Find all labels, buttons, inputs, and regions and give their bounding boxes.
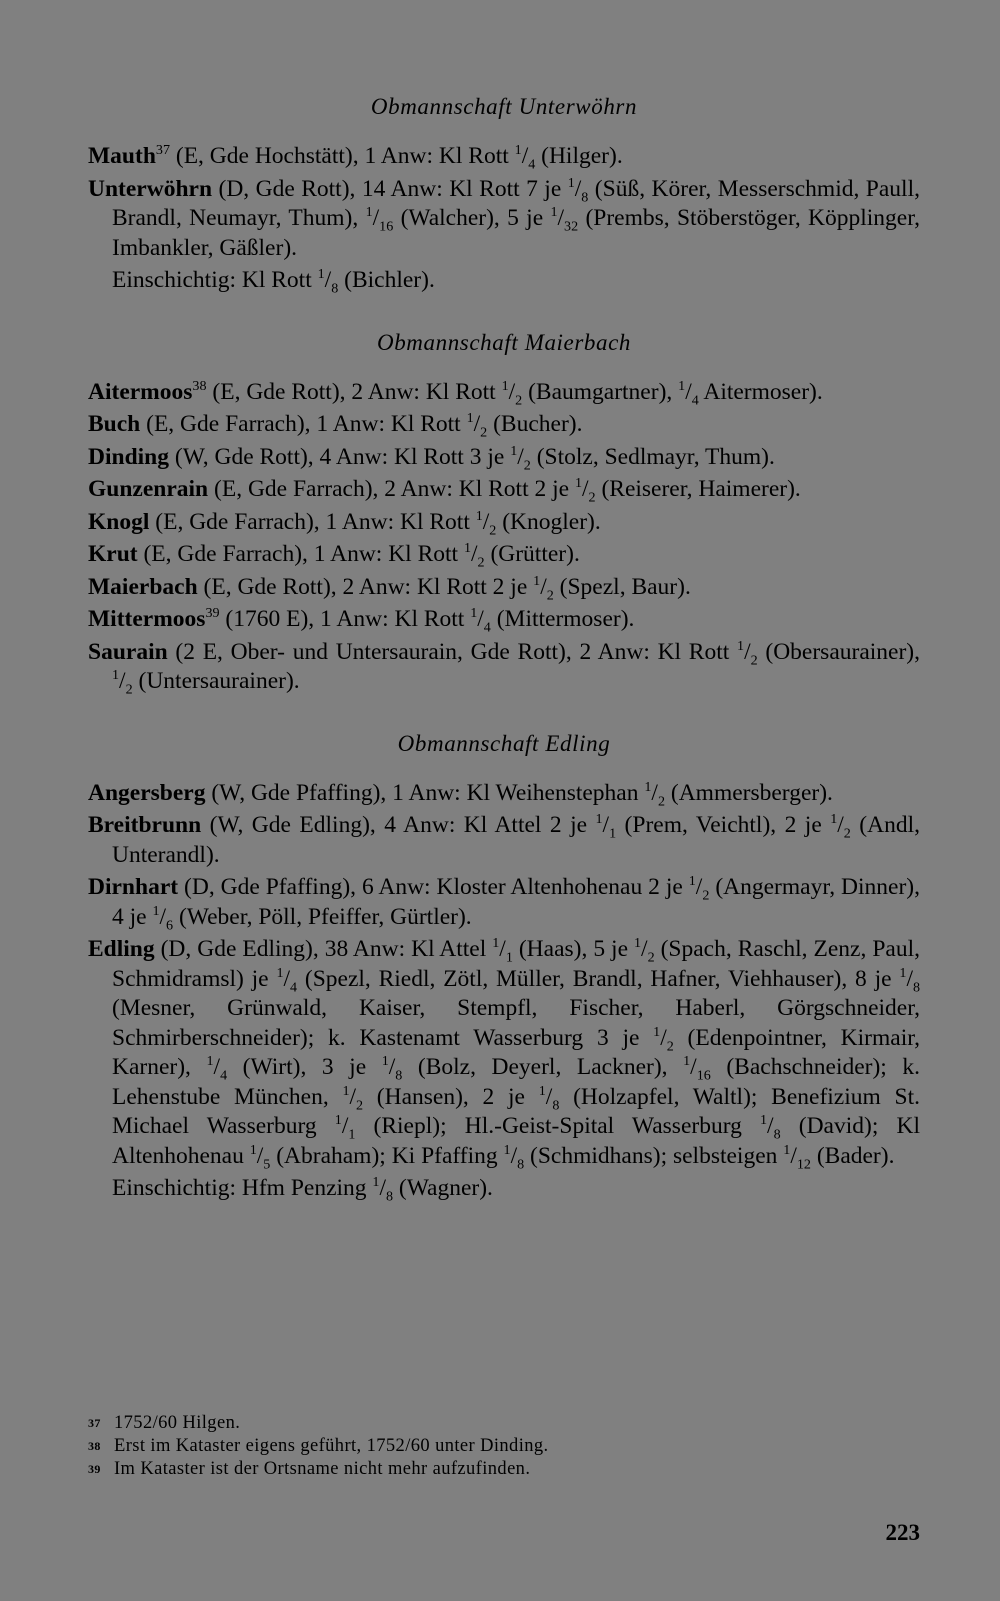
fraction-numerator: 1 — [550, 204, 558, 221]
fraction-numerator: 1 — [567, 174, 575, 191]
entry-text: (1760 E), 1 Anw: Kl Rott — [219, 606, 471, 632]
footnote-text: Im Kataster ist der Ortsname nicht mehr aufzufinden. — [114, 1459, 531, 1479]
entry-text: (Holzapfel, Waltl); Benefizium St. Michael Wasserburg — [112, 1083, 921, 1139]
place-name: Breitbrunn — [88, 812, 202, 838]
entry-text: (Schmidhans); selbsteigen — [524, 1142, 784, 1169]
entry-text: (Mittermoser). — [490, 606, 635, 632]
fraction-denominator: 4 — [691, 392, 699, 409]
place-entry-gunzenrain: Gunzenrain (E, Gde Farrach), 2 Anw: Kl Rott 2 je $^1/_2$ (Reiserer, Haimerer). — [88, 475, 801, 506]
place-name: Saurain — [88, 638, 168, 665]
fraction-denominator: 4 — [290, 979, 298, 996]
fraction-numerator: 1 — [688, 873, 696, 890]
fraction-numerator: 1 — [501, 377, 509, 394]
fraction-numerator: 1 — [574, 475, 582, 492]
entry-text: (Wirt), 3 je — [227, 1054, 382, 1080]
entry-text: (Spach, Raschl, Zenz, Paul, Schmidramsl) je — [112, 936, 920, 992]
fraction-numerator: 1 — [737, 637, 745, 654]
footnote-mark: 37 — [88, 1416, 101, 1430]
place-name: Mittermoos — [88, 606, 206, 632]
fraction-denominator: 1 — [348, 1126, 356, 1143]
fraction-numerator: 1 — [653, 1023, 661, 1040]
fraction-numerator: 1 — [510, 442, 518, 459]
entry-text: (Bolz, Deyerl, Lackner), — [402, 1054, 684, 1080]
fraction-numerator: 1 — [503, 1141, 511, 1158]
einschichtig-note: Einschichtig: Hfm Penzing $^1/_8$ (Wagner). — [112, 1174, 493, 1205]
place-entry-angersberg: Angersberg (W, Gde Pfaffing), 1 Anw: Kl Weihenstephan $^1/_2$ (Ammersberger). — [88, 778, 833, 810]
entry-text: (Angermayr, Dinner), 4 je — [112, 874, 920, 930]
entry-text: (Haas), 5 je — [512, 936, 634, 962]
fraction-denominator: 8 — [395, 1067, 403, 1084]
footnote — [88, 1435, 920, 1458]
entry-text: (Weber, Pöll, Pfeiffer, Gürtler). — [173, 903, 472, 930]
place-entry-krut: Krut (E, Gde Farrach), 1 Anw: Kl Rott $^1/_2$ (Grütter). — [88, 540, 580, 571]
entry-text: (Grütter). — [484, 541, 580, 567]
fraction-numerator: 1 — [678, 377, 686, 394]
fraction-numerator: 1 — [466, 410, 474, 427]
fraction-numerator: 1 — [783, 1141, 791, 1158]
fraction-numerator: 1 — [644, 778, 652, 795]
entry-text: (Süß, Körer, Messerschmid, Paull, Brandl, Neumayr, Thum), — [112, 175, 920, 231]
fraction-denominator: 2 — [750, 652, 758, 669]
footnote-mark: 38 — [88, 1439, 101, 1453]
entry-text: (Edenpointner, Kirmair, Karner), — [112, 1024, 920, 1080]
footnote-ref: 37 — [155, 142, 170, 159]
fraction-numerator: 1 — [533, 572, 541, 589]
fraction-denominator: 8 — [517, 1156, 525, 1173]
page-number: 223 — [885, 1520, 920, 1545]
place-entry-knogl: Knogl (E, Gde Farrach), 1 Anw: Kl Rott $^1/_2$ (Knogler). — [88, 507, 601, 539]
section-title: Obmannschaft Maierbach — [376, 329, 632, 355]
fraction-denominator: 4 — [483, 619, 491, 636]
place-entry-aitermoos: Aitermoos$^{38}$ (E, Gde Rott), 2 Anw: Kl Rott $^1/_2$ (Baumgartner), $^1/_4$ Aitermoser). — [88, 377, 823, 409]
entry-text: (W, Gde Rott), 4 Anw: Kl Rott 3 je — [169, 443, 511, 470]
fraction-denominator: 2 — [125, 681, 133, 698]
fraction-denominator: 8 — [912, 979, 921, 996]
fraction-denominator: 2 — [588, 489, 596, 506]
entry-text: (Hilger). — [535, 143, 623, 169]
place-name: Buch — [88, 411, 141, 437]
entry-text: (Abraham); Ki Pfaffing — [270, 1142, 504, 1169]
entry-text: (Prem, Veichtl), 2 je — [616, 812, 831, 838]
fraction-numerator: 1 — [538, 1082, 546, 1099]
fraction-denominator: 5 — [263, 1156, 271, 1173]
fraction-denominator: 16 — [379, 218, 394, 235]
fraction-numerator: 1 — [334, 1112, 342, 1129]
fraction-numerator: 1 — [899, 964, 907, 981]
fraction-denominator: 2 — [477, 554, 485, 571]
place-name: Dinding — [88, 443, 169, 470]
fraction-numerator: 1 — [152, 902, 160, 919]
entry-text: (E, Gde Farrach), 1 Anw: Kl Rott — [149, 508, 476, 535]
entry-text: (W, Gde Pfaffing), 1 Anw: Kl Weihenstephan — [205, 779, 645, 806]
fraction-numerator: 1 — [634, 935, 642, 952]
entry-text: (Spezl, Riedl, Zötl, Müller, Brandl, Hafner, Viehhauser), 8 je — [297, 965, 900, 992]
fraction-denominator: 2 — [666, 1038, 674, 1055]
place-name: Dirnhart — [88, 874, 179, 900]
entry-text: (D, Gde Edling), 38 Anw: Kl Attel — [154, 936, 493, 962]
fraction-denominator: 2 — [657, 793, 665, 810]
fraction-denominator: 2 — [702, 887, 710, 904]
footnote — [88, 1458, 920, 1481]
fraction-numerator: 1 — [514, 142, 522, 159]
entry-text: (Prembs, Stöberstöger, Köpplinger, Imbankler, Gäßler). — [112, 205, 920, 261]
fraction-numerator: 1 — [381, 1053, 389, 1070]
fraction-numerator: 1 — [595, 811, 603, 828]
entry-text: (E, Gde Farrach), 2 Anw: Kl Rott 2 je — [208, 476, 575, 502]
footnote-ref: 39 — [205, 605, 220, 622]
entry-text: (David); Kl Altenhohenau — [112, 1113, 920, 1169]
entry-text: (Riepl); Hl.-Geist-Spital Wasserburg — [355, 1113, 760, 1139]
fraction-denominator: 2 — [546, 587, 554, 604]
entry-text: (Hansen), 2 je — [363, 1083, 539, 1110]
place-entry-saurain: Saurain (2 E, Ober- und Untersaurain, Gde Rott), 2 Anw: Kl Rott $^1/_2$ (Obersaurainer), $^1/_2$ (Untersaurainer). — [88, 637, 921, 698]
place-name: Unterwöhrn — [88, 175, 213, 202]
einschichtig-note: Einschichtig: Kl Rott $^1/_8$ (Bichler). — [112, 266, 435, 297]
fraction-numerator: 1 — [475, 507, 483, 524]
section-title: Obmannschaft Unterwöhrn — [370, 94, 638, 119]
entry-text: (Knogler). — [496, 508, 601, 535]
entry-text: (D, Gde Pfaffing), 6 Anw: Kloster Altenhohenau 2 je — [178, 874, 689, 900]
fraction-denominator: 2 — [523, 457, 531, 474]
entry-text: (Bachschneider); k. Lehenstube München, — [112, 1054, 921, 1110]
entry-text: (2 E, Ober- und Untersaurain, Gde Rott), 2 Anw: Kl Rott — [167, 638, 738, 665]
entry-text: (E, Gde Hochstätt), 1 Anw: Kl Rott — [170, 143, 515, 169]
fraction-denominator: 1 — [609, 825, 617, 842]
entry-text: (Bichler). — [338, 267, 435, 293]
footnote-text: 1752/60 Hilgen. — [114, 1413, 241, 1433]
fraction-denominator: 4 — [528, 156, 536, 173]
fraction-numerator: 1 — [759, 1112, 768, 1129]
fraction-denominator: 8 — [581, 189, 589, 206]
entry-text: (Andl, Unterandl). — [112, 812, 920, 868]
entry-text: (Mesner, Grünwald, Kaiser, Stempfl, Fischer, Haberl, Görgschneider, Schmirberschneider); k. Kastenamt Wasserburg 3 je — [112, 995, 920, 1051]
fraction-numerator: 1 — [470, 605, 478, 622]
fraction-denominator: 2 — [647, 949, 655, 966]
place-entry-dinding: Dinding (W, Gde Rott), 4 Anw: Kl Rott 3 je $^1/_2$ (Stolz, Sedlmayr, Thum). — [88, 442, 775, 474]
entry-text: (Reiserer, Haimerer). — [595, 476, 801, 502]
fraction-numerator: 1 — [112, 667, 120, 684]
fraction-denominator: 32 — [564, 218, 579, 235]
entry-text: (Spezl, Baur). — [553, 573, 691, 600]
footnote-ref: 38 — [192, 377, 207, 394]
place-entry-mauth: Mauth$^{37}$ (E, Gde Hochstätt), 1 Anw: Kl Rott $^1/_4$ (Hilger). — [88, 142, 623, 173]
fraction-numerator: 1 — [317, 266, 325, 283]
fraction-denominator: 8 — [331, 280, 339, 297]
entry-text: (E, Gde Rott), 2 Anw: Kl Rott — [206, 378, 502, 405]
place-entry-buch: Buch (E, Gde Farrach), 1 Anw: Kl Rott $^1/_2$ (Bucher). — [88, 410, 583, 441]
place-name: Gunzenrain — [88, 476, 209, 502]
fraction-numerator: 1 — [342, 1082, 350, 1099]
place-name: Aitermoos — [88, 378, 193, 405]
fraction-numerator: 1 — [492, 935, 500, 952]
entry-text: (Bucher). — [487, 411, 583, 437]
place-entry-edling: Edling (D, Gde Edling), 38 Anw: Kl Attel $^1/_1$ (Haas), 5 je $^1/_2$ (Spach, Raschl, Zenz, Paul, Schmidramsl) je $^1/_4$ (Spezl, Riedl, Zötl, Müller, Brandl, Hafner, Viehhauser), 8 je $^1/_8$ (Mesner, Grünwald, Kaiser, Stempfl, Fischer, Haberl, Görgschneider, Schmirberschneider); k. Kastenamt Wasserburg 3 je $^1/_2$ (Edenpointner, Kirmair, Karner), $^1/_4$ (Wirt), 3 je $^1/_8$ (Bolz, Deyerl, Lackner), $^1/_{16}$ (Bachschneider); k. Lehenstube München, $^1/_2$ (Hansen), 2 je $^1/_8$ (Holzapfel, Waltl); Benefizium St. Michael Wasserburg $^1/_1$ (Riepl); Hl.-Geist-Spital Wasserburg $^1/_8$ (David); Kl Altenhohenau $^1/_5$ (Abraham); Ki Pfaffing $^1/_8$ (Schmidhans); selbsteigen $^1/_{12}$ (Bader). — [88, 935, 921, 1173]
fraction-denominator: 4 — [220, 1067, 228, 1084]
entry-text: (W, Gde Edling), 4 Anw: Kl Attel 2 je — [201, 812, 596, 838]
entry-text: (E, Gde Farrach), 1 Anw: Kl Rott — [137, 541, 464, 567]
place-name: Krut — [88, 541, 138, 567]
place-name: Knogl — [88, 508, 150, 535]
fraction-denominator: 2 — [843, 825, 851, 842]
entry-text: (Stolz, Sedlmayr, Thum). — [530, 443, 775, 470]
entry-text: (Baumgartner), — [522, 378, 679, 405]
entry-text: (Wagner). — [393, 1175, 493, 1201]
section-title: Obmannschaft Edling — [397, 730, 611, 756]
fraction-numerator: 1 — [372, 1174, 380, 1191]
fraction-numerator: 1 — [276, 964, 284, 981]
entry-text: Einschichtig: Hfm Penzing — [112, 1175, 373, 1201]
fraction-denominator: 8 — [773, 1126, 781, 1143]
entry-text: (Walcher), 5 je — [393, 205, 551, 231]
entry-text: Aitermoser). — [698, 378, 823, 405]
fraction-denominator: 6 — [166, 917, 174, 934]
entry-text: (Ammersberger). — [665, 779, 833, 806]
footnote — [88, 1412, 920, 1435]
fraction-denominator: 8 — [552, 1097, 560, 1114]
place-name: Maierbach — [88, 573, 198, 600]
fraction-numerator: 1 — [683, 1053, 691, 1070]
entry-text: (Untersaurainer). — [132, 668, 300, 694]
fraction-denominator: 2 — [356, 1097, 364, 1114]
place-entry-maierbach: Maierbach (E, Gde Rott), 2 Anw: Kl Rott 2 je $^1/_2$ (Spezl, Baur). — [88, 572, 691, 604]
entry-text: (Obersaurainer), — [757, 638, 921, 665]
place-entry-breitbrunn: Breitbrunn (W, Gde Edling), 4 Anw: Kl Attel 2 je $^1/_1$ (Prem, Veichtl), 2 je $^1/_2$ (Andl, Unterandl). — [88, 811, 920, 868]
footnote-text: Erst im Kataster eigens geführt, 1752/60 unter Dinding. — [114, 1436, 549, 1456]
place-name: Mauth — [88, 143, 156, 169]
footnote-mark: 39 — [88, 1462, 101, 1476]
fraction-denominator: 12 — [796, 1156, 811, 1173]
fraction-numerator: 1 — [830, 811, 838, 828]
place-entry-unterwoehrn: Unterwöhrn (D, Gde Rott), 14 Anw: Kl Rott 7 je $^1/_8$ (Süß, Körer, Messerschmid, Paull, Brandl, Neumayr, Thum), $^1/_{16}$ (Walcher), 5 je $^1/_{32}$ (Prembs, Stöberstöger, Köpplinger, Imbankler, Gäßler). — [88, 174, 920, 261]
entry-text: (E, Gde Farrach), 1 Anw: Kl Rott — [140, 411, 467, 437]
place-entry-mittermoos: Mittermoos$^{39}$ (1760 E), 1 Anw: Kl Rott $^1/_4$ (Mittermoser). — [88, 605, 635, 636]
entry-text: (E, Gde Rott), 2 Anw: Kl Rott 2 je — [197, 573, 534, 600]
fraction-numerator: 1 — [365, 204, 373, 221]
fraction-denominator: 16 — [696, 1067, 711, 1084]
fraction-denominator: 8 — [386, 1188, 394, 1205]
footnotes — [88, 1412, 920, 1481]
fraction-denominator: 1 — [505, 949, 513, 966]
fraction-numerator: 1 — [249, 1141, 257, 1158]
place-name: Angersberg — [88, 779, 206, 806]
fraction-denominator: 2 — [489, 522, 497, 539]
entry-text: Einschichtig: Kl Rott — [112, 267, 318, 293]
fraction-numerator: 1 — [463, 540, 471, 557]
entry-text: (Bader). — [810, 1142, 895, 1169]
fraction-numerator: 1 — [206, 1053, 214, 1070]
fraction-denominator: 2 — [515, 392, 523, 409]
place-name: Edling — [88, 936, 155, 962]
fraction-denominator: 2 — [480, 424, 488, 441]
entry-text: (D, Gde Rott), 14 Anw: Kl Rott 7 je — [212, 175, 568, 202]
place-entry-dirnhart: Dirnhart (D, Gde Pfaffing), 6 Anw: Kloster Altenhohenau 2 je $^1/_2$ (Angermayr, Dinner), 4 je $^1/_6$ (Weber, Pöll, Pfeiffer, Gürtler). — [88, 873, 920, 934]
